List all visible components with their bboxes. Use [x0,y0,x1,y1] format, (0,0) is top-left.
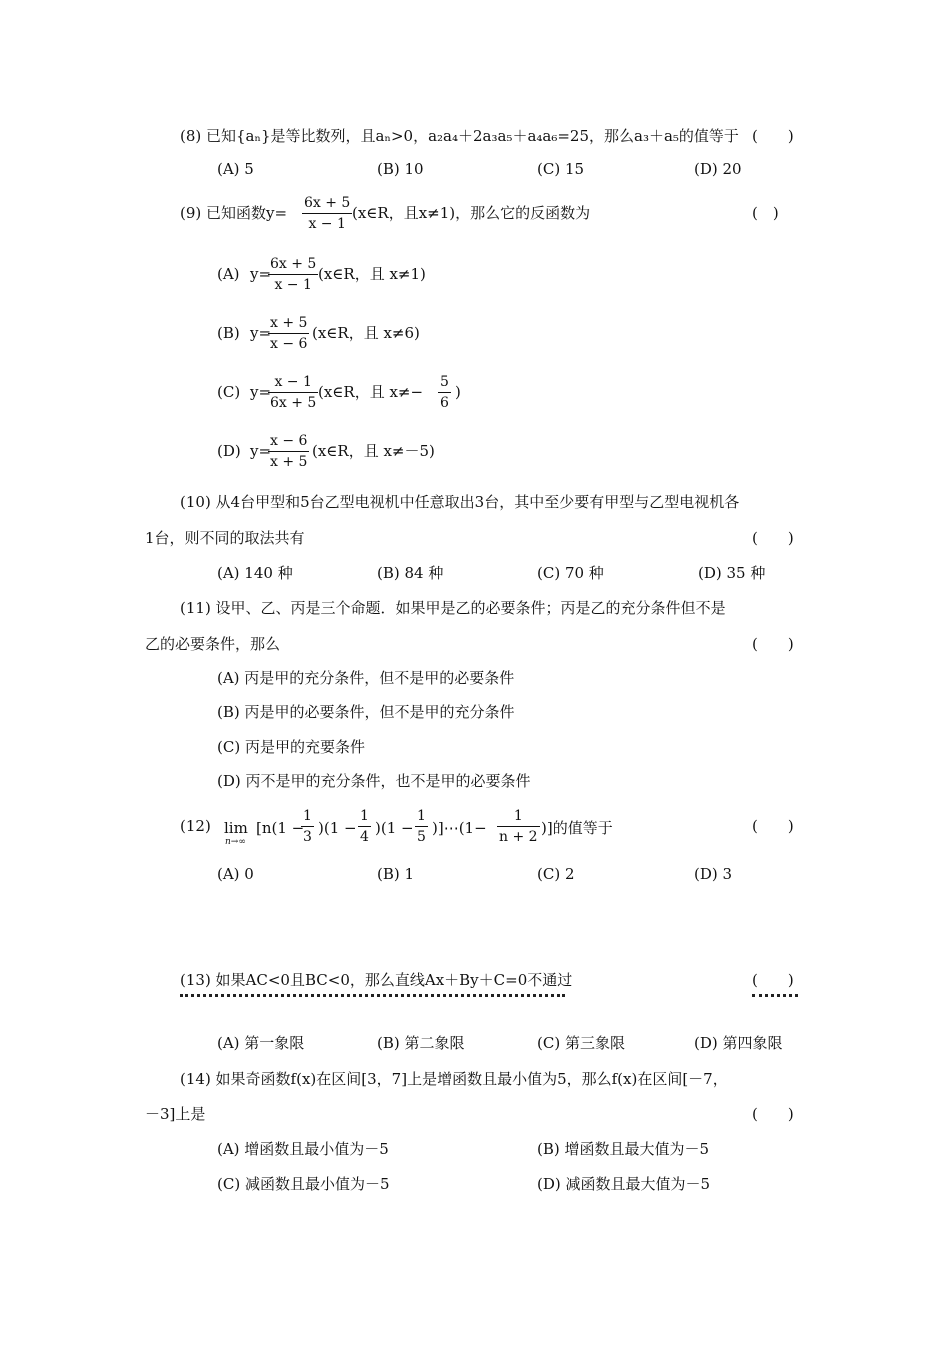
q9-bracket: ( ) [752,204,779,222]
q9-option-b-fraction [268,315,309,352]
fraction-bar [268,274,318,275]
q11-option-c: (C) 丙是甲的充要条件 [217,738,365,756]
fraction-bar [415,826,428,827]
q9-option-d-label: (D) [217,442,241,460]
q11-option-a: (A) 丙是甲的充分条件，但不是甲的必要条件 [217,669,515,687]
q9-option-d-condition: (x∈R，且 x≠－5) [312,442,435,460]
fraction-bar [438,392,451,393]
denominator: x − 6 [270,336,308,352]
q11-line1: (11) 设甲、乙、丙是三个命题．如果甲是乙的必要条件；丙是乙的充分条件但不是 [180,599,726,617]
q12-part4: )]⋯(1− [432,819,487,837]
fraction-bar [301,826,314,827]
q13-stem: (13) 如果AC<0且BC<0，那么直线Ax＋By＋C=0不通过 [180,971,573,989]
fraction-bar [302,213,352,214]
q11-bracket: ( ) [752,635,794,653]
q8-stem: (8) 已知{aₙ}是等比数列，且aₙ>0，a₂a₄＋2a₃a₅＋a₄a₆=25，那么a₃＋a₅的值等于 [180,127,739,145]
denominator: 3 [303,829,312,845]
q13-option-c: (C) 第三象限 [537,1034,625,1052]
fraction-bar [497,826,540,827]
denominator: 4 [360,829,369,845]
numerator: x + 5 [270,315,308,331]
q12-option-b: (B) 1 [377,865,415,883]
q10-bracket: ( ) [752,529,794,547]
q12-part5: )]的值等于 [541,819,613,837]
q12-lim: lim [224,819,248,837]
fraction-bar [358,826,371,827]
denominator: 6 [440,395,449,411]
q9-option-c-condition-fraction [438,374,451,411]
q10-line2: 1台，则不同的取法共有 [145,529,305,547]
q14-option-a: (A) 增函数且最小值为－5 [217,1140,389,1158]
q9-fraction-numerator: 6x + 5 [304,195,351,211]
denominator: 5 [417,829,426,845]
q13-option-b: (B) 第二象限 [377,1034,465,1052]
q12-bracket: ( ) [752,817,794,835]
q14-option-d: (D) 减函数且最大值为－5 [537,1175,711,1193]
numerator: 1 [360,808,369,824]
q13-option-a: (A) 第一象限 [217,1034,305,1052]
q12-option-a: (A) 0 [217,865,254,883]
numerator: 1 [303,808,312,824]
numerator: 1 [417,808,426,824]
numerator: 5 [440,374,449,390]
q12-part1: [n(1 − [256,819,305,837]
fraction-bar [268,333,309,334]
q8-option-a: (A) 5 [217,160,254,178]
q12-label: (12) [180,817,211,835]
q9-option-d-y: y= [250,442,272,460]
q9-stem-end: (x∈R，且x≠1)，那么它的反函数为 [352,204,591,222]
q13-bracket: ( ) [752,971,794,989]
q10-option-a: (A) 140 种 [217,564,293,582]
q9-option-c-y: y= [250,383,272,401]
q9-fraction-denominator: x − 1 [308,216,346,232]
q9-option-b-label: (B) [217,324,240,342]
q8-bracket: ( ) [752,127,794,145]
q9-option-c-fraction [268,374,318,411]
q12-fraction-4 [497,808,540,845]
q9-option-c-condition-end: ) [455,383,461,401]
q9-option-b-y: y= [250,324,272,342]
q14-line1: (14) 如果奇函数f(x)在区间[3，7]上是增函数且最小值为5，那么f(x)在区间[－7， [180,1070,728,1088]
denominator: 6x + 5 [270,395,317,411]
q10-line1: (10) 从4台甲型和5台乙型电视机中任意取出3台，其中至少要有甲型与乙型电视机各 [180,493,740,511]
q12-option-c: (C) 2 [537,865,575,883]
q9-stem-start: (9) 已知函数y= [180,204,288,222]
q12-fraction-1 [301,808,314,845]
emphasis-dots [180,990,565,997]
denominator: x + 5 [270,454,308,470]
q9-option-a-y: y= [250,265,272,283]
denominator: x − 1 [274,277,312,293]
q12-fraction-2 [358,808,371,845]
q14-option-b: (B) 增函数且最大值为－5 [537,1140,710,1158]
q9-fraction [302,195,352,232]
q9-option-a-fraction [268,256,318,293]
q9-option-c-condition: (x∈R，且 x≠− [318,383,424,401]
bracket-emphasis-dots [752,990,798,997]
q12-lim-subscript: n→∞ [225,837,246,847]
q12-option-d: (D) 3 [694,865,733,883]
fraction-bar [268,392,318,393]
q11-option-d: (D) 丙不是甲的充分条件，也不是甲的必要条件 [217,772,531,790]
numerator: 1 [513,808,523,824]
q13-option-d: (D) 第四象限 [694,1034,783,1052]
numerator: x − 1 [274,374,312,390]
q10-option-b: (B) 84 种 [377,564,444,582]
q12-fraction-3 [415,808,428,845]
numerator: 6x + 5 [270,256,317,272]
q11-option-b: (B) 丙是甲的必要条件，但不是甲的充分条件 [217,703,515,721]
q9-option-c-label: (C) [217,383,241,401]
q9-option-d-fraction [268,433,309,470]
denominator: n + 2 [499,829,538,845]
q8-option-c: (C) 15 [537,160,585,178]
q8-option-d: (D) 20 [694,160,742,178]
q14-option-c: (C) 减函数且最小值为－5 [217,1175,390,1193]
q14-line2: －3]上是 [145,1105,206,1123]
fraction-bar [268,451,309,452]
q12-part3: )(1 − [375,819,414,837]
q10-option-d: (D) 35 种 [698,564,766,582]
q12-part2: )(1 − [318,819,357,837]
q9-option-b-condition: (x∈R，且 x≠6) [312,324,420,342]
q10-option-c: (C) 70 种 [537,564,604,582]
q9-option-a-label: (A) [217,265,240,283]
q11-line2: 乙的必要条件，那么 [145,635,281,653]
q14-bracket: ( ) [752,1105,794,1123]
numerator: x − 6 [270,433,308,449]
q9-option-a-condition: (x∈R，且 x≠1) [318,265,426,283]
q8-option-b: (B) 10 [377,160,424,178]
